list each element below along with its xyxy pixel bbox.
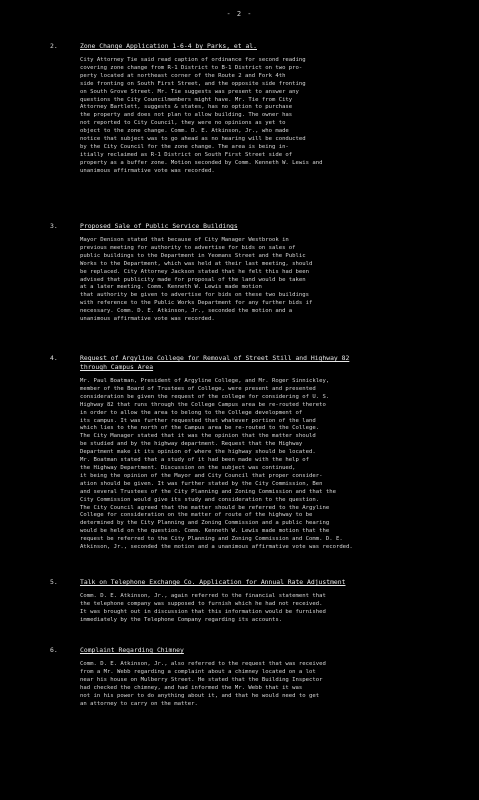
section-number: 2. [50, 42, 58, 50]
section-body: Comm. D. E. Atkinson, Jr., again referred to the financial statement that the telephone company was supposed to furnish which he had not received. It was brought out in discussion that this information would be furnished immediately by the Telephone Company regarding its accounts. [80, 593, 326, 623]
section-number: 5. [50, 578, 58, 586]
section-title: Request of Argyline College for Removal of Street Still and Highway 82 through Campus Area [80, 354, 350, 371]
page-number: - 2 - [226, 10, 253, 18]
section-chimney-complaint [50, 646, 443, 708]
section-body: Mayor Denison stated that because of City Manager Westbrook in previous meeting for authority to advertise for bids on sales of public buildings to the Department in Yeomans Street and the Public Works to the Department, which was held at their last meeting, should be replaced. City Attorney Jackson stated that he felt this had been advised that publicity made for proposal of the land would be taken at a later meeting. Comm. Kenneth W. Lewis made motion that authority be given to advertise for bids on these two buildings with reference to the Public Works Department for any further bids if necessary. Comm. D. E. Atkinson, Jr., seconded the motion and a unanimous affirmative vote was recorded. [80, 237, 313, 323]
section-title: Talk on Telephone Exchange Co. Application for Annual Rate Adjustment [80, 578, 346, 586]
section-title: Complaint Regarding Chimney [80, 646, 184, 654]
section-title: Zone Change Application 1-6-4 by Parks, et al. [80, 42, 257, 50]
section-body: Mr. Paul Boatman, President of Argyline College, and Mr. Roger Sinnickley, member of the Board of Trustees of College, were present and presented consideration be given the request of the college for considering of U. S. Highway 82 that runs through the College Campus area be re-routed thereto in order to allow the area to belong to the College development of its campus. It was further requested that whatever portion of the land which lies to the north of the Campus area be re-routed to the College. The City Manager stated that it was the opinion that the matter should be studied and by the highway department. Request that the Highway Department make it its opinion of where the highway should be located. Mr. Boatman stated that a study of it had been made with the help of the Highway Department. Discussion on the subject was continued, it being the opinion of the Mayor and City Council that proper consider- ation should be given. It was further stated by the City Commission, Ben and several Trustees of the City Planning and Zoning Commission and that the City Commission would give its study and consideration to the question. The City Council agreed that the matter should be referred to the Argyline College for consideration on the matter of route of the highway to be determined by the City Planning and Zoning Commission and a public hearing would be held on the question. Comm. Kenneth W. Lewis made motion that the request be referred to the City Planning and Zoning Commission and Comm. D. E. Atkinson, Jr., seconded the motion and a unanimous affirmative vote was recorded. [80, 378, 353, 551]
section-public-buildings [50, 222, 443, 324]
section-title: Proposed Sale of Public Service Buildings [80, 222, 238, 230]
section-body: Comm. D. E. Atkinson, Jr., also referred to the request that was received from a Mr. Webb regarding a complaint about a chimney located on a lot near his house on Mulberry Street. He stated that the Building Inspector had checked the chimney, and had informed the Mr. Webb that it was not in his power to do anything about it, and that he would need to get an attorney to carry on the matter. [80, 661, 326, 707]
section-zone-change [50, 42, 443, 176]
section-telephone-exchange [50, 578, 443, 625]
section-number: 4. [50, 354, 58, 362]
section-body: City Attorney Tie said read caption of ordinance for second reading covering zone change from R-1 District to B-1 District on two pro- perty located at northeast corner of the Route 2 and Fork 4th side fronting on South First Street, and the opposite side fronting on South Grove Street. Mr. Tie suggests was present to answer any questions the City Councilmembers might have. Mr. Tie from City Attorney Bartlett, suggests & states, has no option to purchase the property and does not plan to allow building. The owner has not reported to City Council, they were no opinions as yet to object to the zone change. Comm. D. E. Atkinson, Jr., who made notice that subject was to go ahead as no hearing will be conducted by the City Council for the zone change. The area is being in- itially reclaimed as R-1 District on South First Street side of property as a buffer zone. Motion seconded by Comm. Kenneth W. Lewis and unanimous affirmative vote was recorded. [80, 57, 323, 174]
section-number: 3. [50, 222, 58, 230]
section-number: 6. [50, 646, 58, 654]
section-argyline-college [50, 354, 443, 552]
